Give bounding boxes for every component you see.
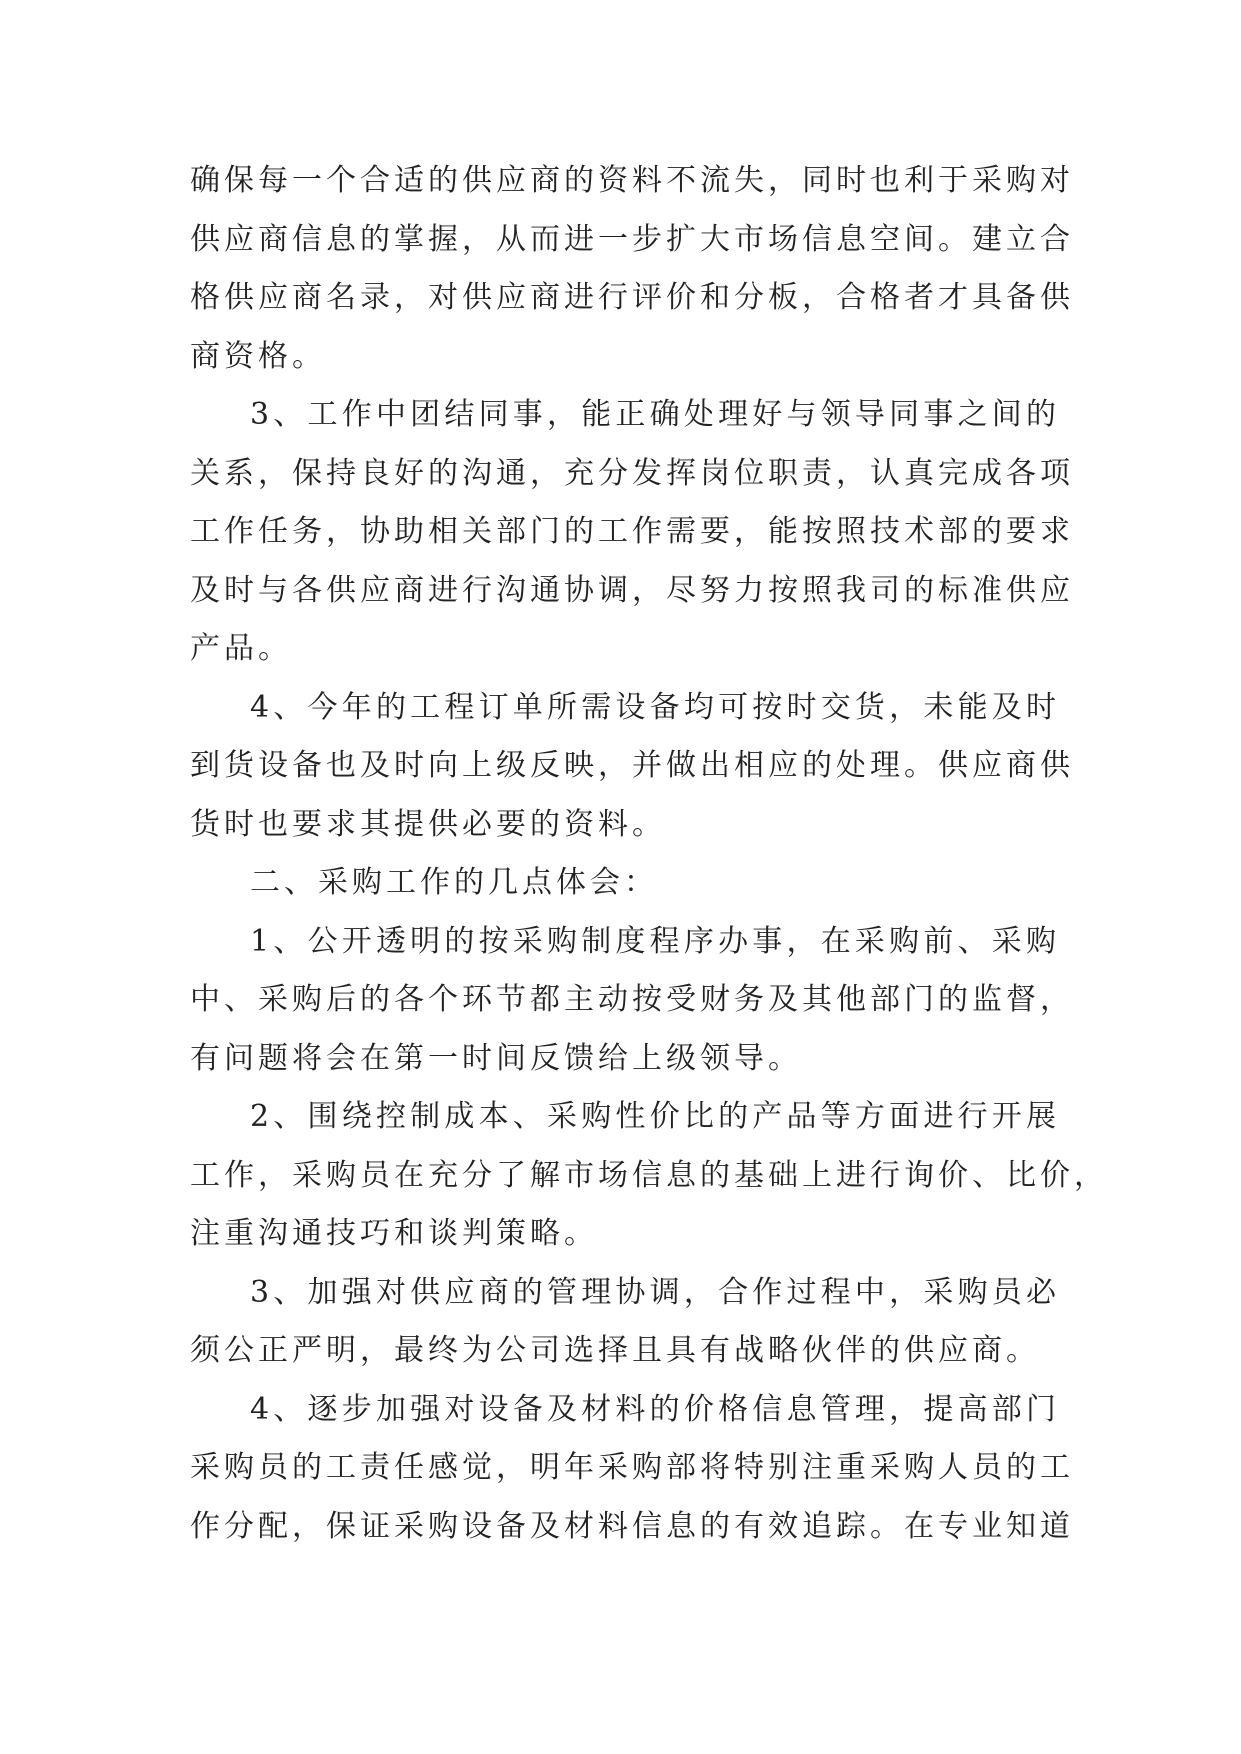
section-heading: 二、采购工作的几点体会： xyxy=(250,865,658,900)
document-body xyxy=(190,152,1108,1556)
text-line: 注重沟通技巧和谈判策略。 xyxy=(190,1216,598,1251)
text-line: 到货设备也及时向上级反映，并做出相应的处理。供应商供 xyxy=(190,748,1074,783)
text-line: 作分配，保证采购设备及材料信息的有效追踪。在专业知道 xyxy=(190,1508,1074,1544)
text-line: 工作任务，协助相关部门的工作需要，能按照技术部的要求 xyxy=(190,514,1074,549)
paragraph-start-line: 1、公开透明的按采购制度程序办事，在采购前、采购 xyxy=(250,923,1060,959)
text-line: 格供应商名录，对供应商进行评价和分板，合格者才具备供 xyxy=(190,280,1074,315)
text-line: 供应商信息的掌握，从而进一步扩大市场信息空间。建立合 xyxy=(190,221,1074,257)
text-line: 及时与各供应商进行沟通协调，尽努力按照我司的标准供应 xyxy=(190,572,1074,608)
text-line: 采购员的工责任感觉，明年采购部将特别注重采购人员的工 xyxy=(190,1450,1074,1485)
text-line: 关系，保持良好的沟通，充分发挥岗位职责，认真完成各项 xyxy=(190,455,1074,491)
text-line: 确保每一个合适的供应商的资料不流失，同时也利于采购对 xyxy=(190,163,1074,198)
text-line: 有问题将会在第一时间反馈给上级领导。 xyxy=(190,1040,802,1076)
text-line: 须公正严明，最终为公司选择且具有战略伙伴的供应商。 xyxy=(190,1333,1040,1368)
paragraph-start-line: 3、加强对供应商的管理协调，合作过程中，采购员必 xyxy=(250,1274,1060,1310)
text-line: 中、采购后的各个环节都主动按受财务及其他部门的监督， xyxy=(190,982,1074,1017)
paragraph-start-line: 4、逐步加强对设备及材料的价格信息管理，提高部门 xyxy=(250,1391,1060,1427)
text-line: 工作，采购员在充分了解市场信息的基础上进行询价、比价， xyxy=(190,1157,1108,1193)
paragraph-start-line: 4、今年的工程订单所需设备均可按时交货，未能及时 xyxy=(250,689,1060,725)
text-line: 货时也要求其提供必要的资料。 xyxy=(190,806,666,842)
text-line: 产品。 xyxy=(190,631,292,666)
paragraph-start-line: 3、工作中团结同事，能正确处理好与领导同事之间的 xyxy=(250,397,1060,432)
paragraph-start-line: 2、围绕控制成本、采购性价比的产品等方面进行开展 xyxy=(250,1099,1060,1134)
text-line: 商资格。 xyxy=(190,338,326,374)
